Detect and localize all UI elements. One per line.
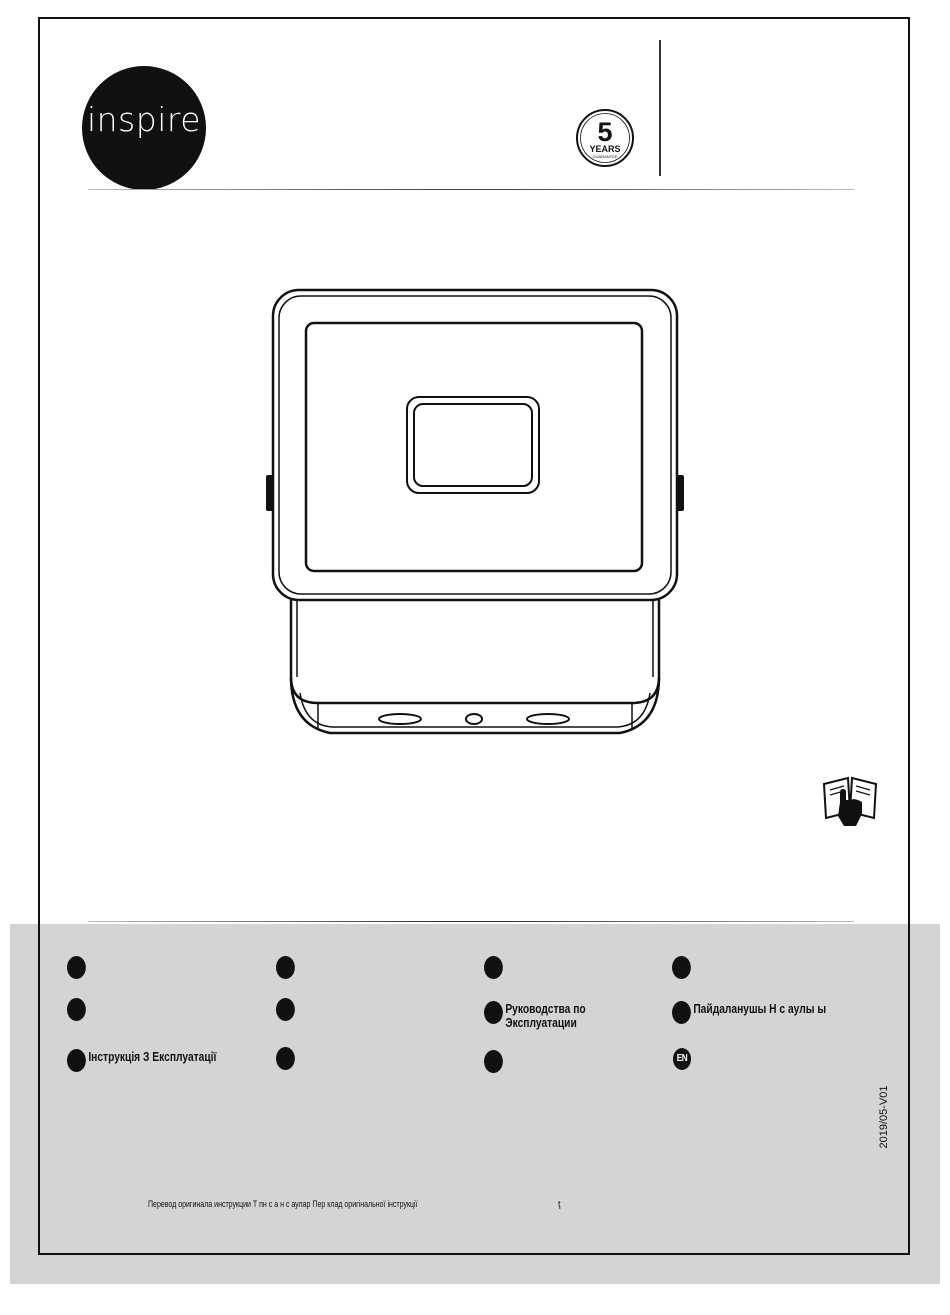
inspire-logo bbox=[82, 66, 206, 190]
badge-years: YEARS bbox=[589, 144, 621, 154]
language-item-2 bbox=[276, 956, 297, 979]
language-item-uk bbox=[67, 1049, 216, 1072]
document-version: 2019/05-V01 bbox=[878, 1085, 890, 1149]
language-label-ru-line2: Эксплуатации bbox=[505, 1016, 577, 1030]
bullet-icon bbox=[276, 956, 295, 979]
badge-guarantee: GUARANTEE bbox=[592, 154, 618, 159]
language-item-5 bbox=[67, 998, 88, 1021]
bullet-icon bbox=[67, 956, 86, 979]
language-item-10 bbox=[276, 1047, 297, 1070]
bullet-icon bbox=[484, 1001, 503, 1024]
language-label-ru-line1: Руководства по bbox=[505, 1002, 586, 1016]
bullet-icon bbox=[276, 998, 295, 1021]
translation-note: Перевод оригинала инструкции Т пн с а н с аулар Пер клад оригінальної інструкції bbox=[148, 1199, 418, 1209]
bullet-icon bbox=[484, 1050, 503, 1073]
language-label-kk: Пайдаланушы Н с аулы ы bbox=[693, 1002, 827, 1016]
bullet-icon bbox=[67, 1049, 86, 1072]
bullet-icon bbox=[484, 956, 503, 979]
guarantee-badge-icon bbox=[575, 108, 635, 168]
language-item-11 bbox=[484, 1050, 505, 1073]
bullet-icon bbox=[672, 1001, 691, 1024]
read-manual-icon bbox=[818, 772, 882, 828]
language-label-uk: Інструкція З Експлуатації bbox=[88, 1050, 217, 1064]
bullet-icon bbox=[672, 956, 691, 979]
band-divider bbox=[88, 921, 854, 922]
en-badge-icon: EN bbox=[673, 1048, 691, 1070]
language-item-4 bbox=[672, 956, 693, 979]
translation-note-tail: ţ bbox=[558, 1199, 561, 1209]
language-item-3 bbox=[484, 956, 505, 979]
language-item-ru bbox=[484, 1001, 586, 1030]
bullet-icon bbox=[67, 998, 86, 1021]
language-item-en bbox=[673, 1048, 691, 1070]
badge-number: 5 bbox=[597, 117, 613, 147]
language-label-ru bbox=[505, 1001, 585, 1030]
language-item-kk bbox=[672, 1001, 826, 1024]
language-item-6 bbox=[276, 998, 297, 1021]
header-divider bbox=[88, 189, 854, 190]
floodlight-illustration bbox=[260, 285, 690, 745]
header-divider-vertical bbox=[659, 40, 661, 176]
language-item-1 bbox=[67, 956, 88, 979]
bullet-icon bbox=[276, 1047, 295, 1070]
logo-text: inspire bbox=[86, 100, 202, 139]
